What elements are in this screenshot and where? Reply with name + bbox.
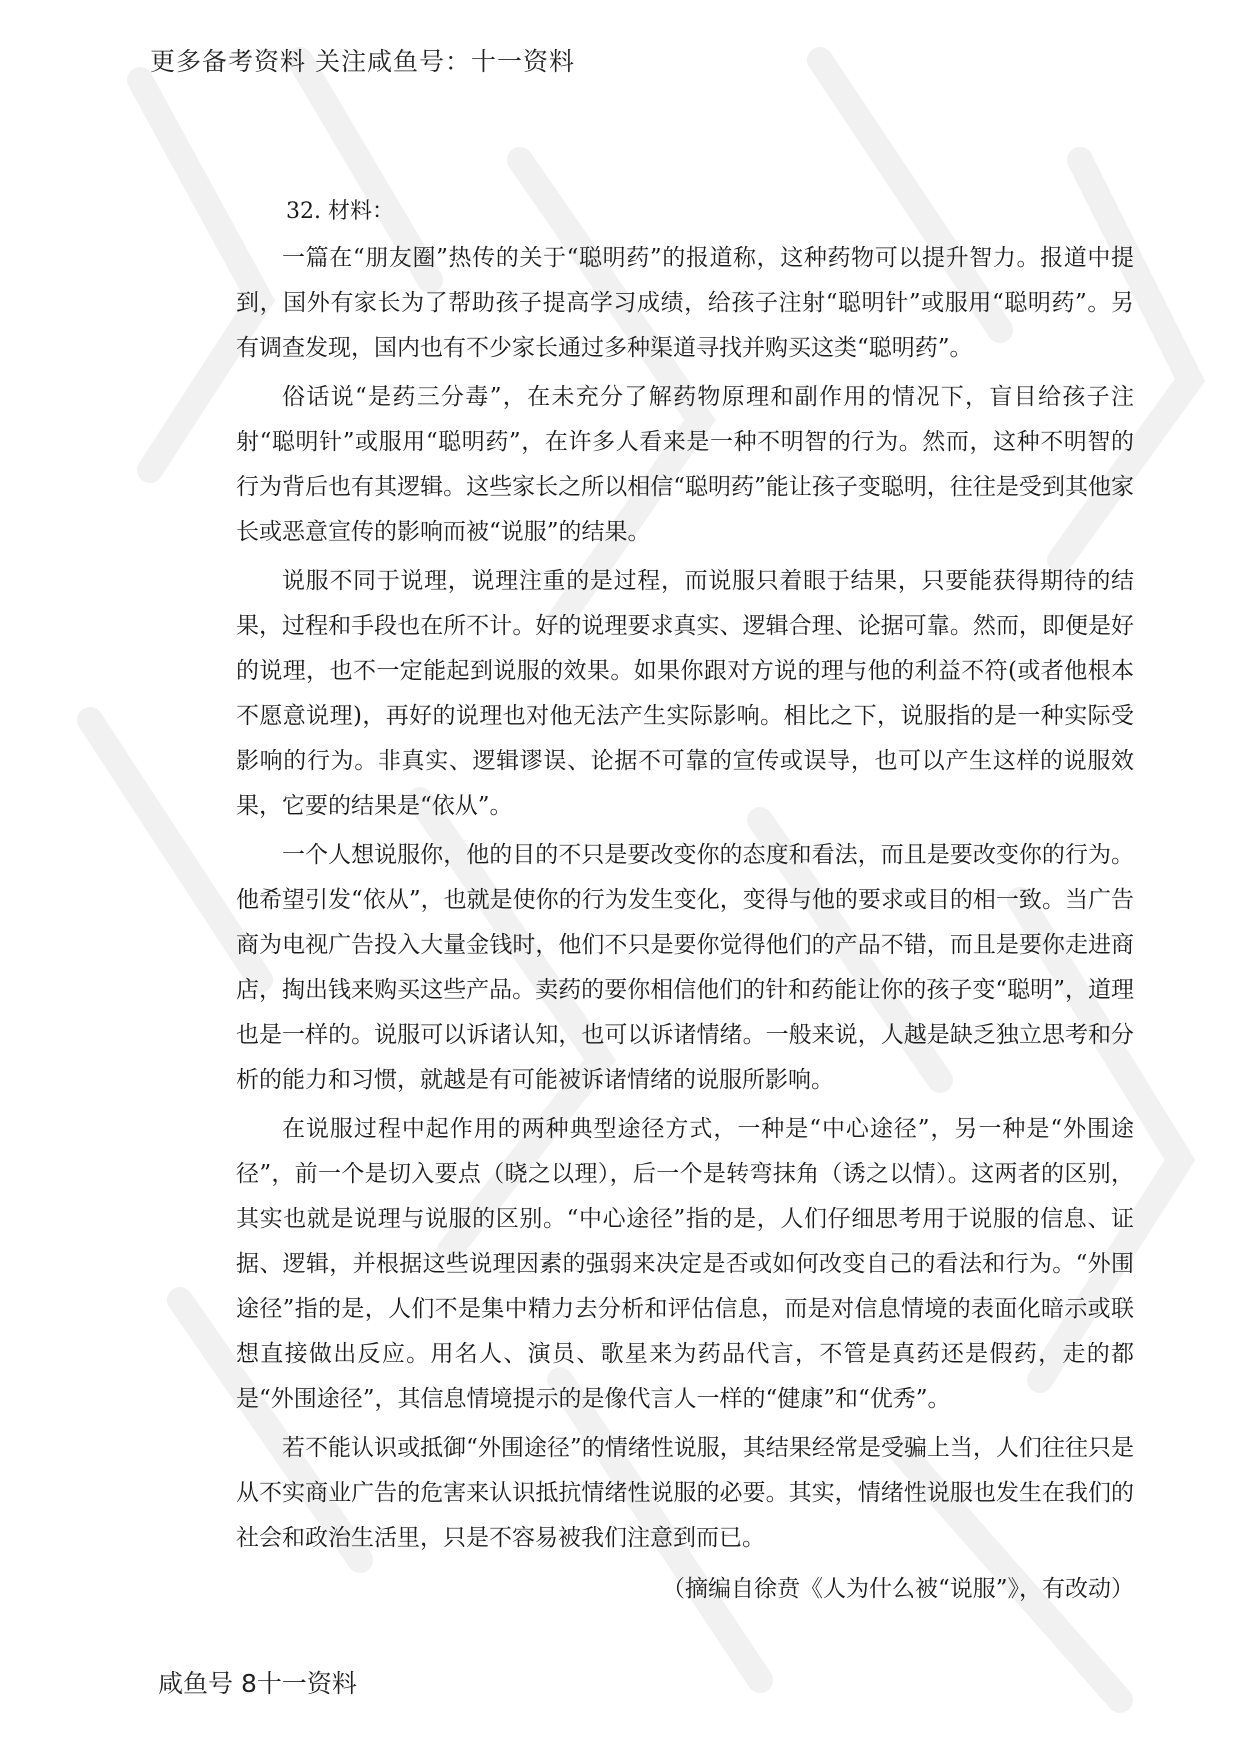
material-paragraph: 俗话说“是药三分毒”，在未充分了解药物原理和副作用的情况下，盲目给孩子注射“聪明针”或服用“聪明药”，在许多人看来是一种不明智的行为。然而，这种不明智的行为背后也有其逻辑。这些家长之所以相信“聪明药”能让孩子变聪明，往往是受到其他家长或恶意宣传的影响而被“说服”的结果。 — [236, 384, 1134, 545]
material-paragraph: 一篇在“朋友圈”热传的关于“聪明药”的报道称，这种药物可以提升智力。报道中提到，国外有家长为了帮助孩子提高学习成绩，给孩子注射“聪明针”或服用“聪明药”。另有调查发现，国内也有不少家长通过多种渠道寻找并购买这类“聪明药”。 — [236, 245, 1134, 361]
material-paragraph: 在说服过程中起作用的两种典型途径方式，一种是“中心途径”，另一种是“外围途径”，前一个是切入要点（晓之以理），后一个是转弯抹角（诱之以情）。这两者的区别，其实也就是说理与说服的区别。“中心途径”指的是，人们仔细思考用于说服的信息、证据、逻辑，并根据这些说理因素的强弱来决定是否或如何改变自己的看法和行为。“外围途径”指的是，人们不是集中精力去分析和评估信息，而是对信息情境的表面化暗示或联想直接做出反应。用名人、演员、歌星来为药品代言，不管是真药还是假药，走的都是“外围途径”，其信息情境提示的是像代言人一样的“健康”和“优秀”。 — [236, 1116, 1134, 1412]
material-paragraph: 说服不同于说理，说理注重的是过程，而说服只着眼于结果，只要能获得期待的结果，过程和手段也在所不计。好的说理要求真实、逻辑合理、论据可靠。然而，即便是好的说理，也不一定能起到说服的效果。如果你跟对方说的理与他的利益不符(或者他根本不愿意说理)，再好的说理也对他无法产生实际影响。相比之下，说服指的是一种实际受影响的行为。非真实、逻辑谬误、论据不可靠的宣传或误导，也可以产生这样的说服效果，它要的结果是“依从”。 — [236, 568, 1134, 819]
source-citation: （摘编自徐贲《人为什么被“说服”》，有改动） — [661, 1576, 1134, 1602]
question-number: 32. 材料： — [286, 199, 394, 224]
question-content — [236, 192, 1134, 1612]
page-header: 更多备考资料 关注咸鱼号：十一资料 — [150, 47, 575, 76]
page-footer: 咸鱼号 8十一资料 — [158, 1669, 357, 1698]
material-paragraph: 若不能认识或抵御“外围途径”的情绪性说服，其结果经常是受骗上当，人们往往只是从不实商业广告的危害来认识抵抗情绪性说服的必要。其实，情绪性说服也发生在我们的社会和政治生活里，只是不容易被我们注意到而已。 — [236, 1435, 1134, 1551]
material-paragraph: 一个人想说服你，他的目的不只是要改变你的态度和看法，而且是要改变你的行为。他希望引发“依从”，也就是使你的行为发生变化，变得与他的要求或目的相一致。当广告商为电视广告投入大量金钱时，他们不只是要你觉得他们的产品不错，而且是要你走进商店，掏出钱来购买这些产品。卖药的要你相信他们的针和药能让你的孩子变“聪明”，道理也是一样的。说服可以诉诸认知，也可以诉诸情绪。一般来说，人越是缺乏独立思考和分析的能力和习惯，就越是有可能被诉诸情绪的说服所影响。 — [236, 842, 1134, 1093]
